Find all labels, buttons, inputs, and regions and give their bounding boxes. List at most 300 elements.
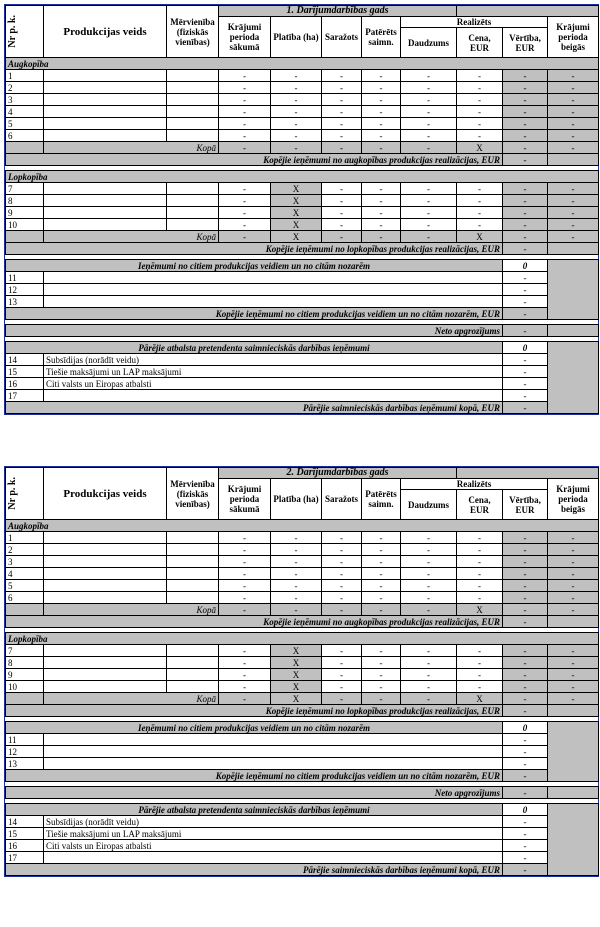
header-krajumi-sak: Krājumi perioda sākumā bbox=[219, 17, 271, 58]
cell-dash: - bbox=[503, 308, 548, 320]
cell-dash: - bbox=[401, 183, 457, 195]
header-realizets: Realizēts bbox=[401, 17, 548, 28]
cell-dash: - bbox=[401, 106, 457, 118]
cell-x: X bbox=[271, 681, 322, 693]
cell-dash: - bbox=[548, 183, 599, 195]
cell-dash: - bbox=[548, 231, 599, 243]
cell-empty[interactable] bbox=[44, 592, 167, 604]
cell-dash: - bbox=[322, 130, 362, 142]
cell-dash: - bbox=[548, 118, 599, 130]
cell-empty[interactable] bbox=[44, 94, 167, 106]
cell-dash: - bbox=[322, 645, 362, 657]
cell-dash: - bbox=[362, 70, 401, 82]
cell-empty[interactable] bbox=[44, 669, 167, 681]
cell-dash: - bbox=[219, 532, 271, 544]
cell-dash: - bbox=[457, 592, 503, 604]
cell-x: X bbox=[457, 142, 503, 154]
header-sarazots: Saražots bbox=[322, 479, 362, 520]
cell-empty[interactable] bbox=[167, 568, 219, 580]
cell-empty bbox=[548, 154, 599, 166]
cell-dash: - bbox=[322, 681, 362, 693]
cell-dash: - bbox=[362, 183, 401, 195]
header-cena: Cena, EUR bbox=[457, 490, 503, 520]
cell-dash: - bbox=[362, 681, 401, 693]
atbalsts-zero: 0 bbox=[503, 804, 548, 816]
cell-empty bbox=[548, 243, 599, 255]
cell-x: X bbox=[457, 693, 503, 705]
cell-dash: - bbox=[457, 219, 503, 231]
cell-dash: - bbox=[457, 556, 503, 568]
citi-row-input[interactable] bbox=[44, 272, 503, 284]
header-realizets: Realizēts bbox=[401, 479, 548, 490]
row-number: 6 bbox=[6, 592, 44, 604]
header-platiba: Platība (ha) bbox=[271, 479, 322, 520]
header-merv: Mērvienība (fiziskās vienības) bbox=[167, 6, 219, 58]
cell-dash: - bbox=[362, 580, 401, 592]
cell-dash: - bbox=[362, 130, 401, 142]
cell-dash: - bbox=[548, 604, 599, 616]
cell-dash: - bbox=[401, 693, 457, 705]
row-number: 14 bbox=[6, 816, 44, 828]
cell-dash: - bbox=[503, 378, 548, 390]
citi-row-input[interactable] bbox=[44, 734, 503, 746]
cell-dash: - bbox=[548, 693, 599, 705]
cell-dash: - bbox=[219, 195, 271, 207]
cell-dash: - bbox=[401, 70, 457, 82]
cell-dash: - bbox=[503, 366, 548, 378]
cell-dash: - bbox=[503, 580, 548, 592]
aug-total-label: Kopējie ieņēmumi no augkopības produkcijas realizācijas, EUR bbox=[6, 616, 503, 628]
other-row-label[interactable]: Citi valsts un Eiropas atbalsti bbox=[44, 840, 503, 852]
cell-empty[interactable] bbox=[167, 645, 219, 657]
cell-dash: - bbox=[219, 645, 271, 657]
lop-total-label: Kopējie ieņēmumi no lopkopības produkcijas realizācijas, EUR bbox=[6, 243, 503, 255]
aug-total-label: Kopējie ieņēmumi no augkopības produkcijas realizācijas, EUR bbox=[6, 154, 503, 166]
cell-dash: - bbox=[503, 207, 548, 219]
cell-empty[interactable] bbox=[44, 195, 167, 207]
cell-dash: - bbox=[271, 544, 322, 556]
header-nr: Nr p. k. bbox=[6, 468, 44, 520]
header-paterets: Patērēts saimn. bbox=[362, 17, 401, 58]
atbalsts-zero: 0 bbox=[503, 342, 548, 354]
cell-dash: - bbox=[219, 693, 271, 705]
cell-dash: - bbox=[457, 82, 503, 94]
cell-dash: - bbox=[401, 580, 457, 592]
cell-empty[interactable] bbox=[167, 195, 219, 207]
header-merv: Mērvienība (fiziskās vienības) bbox=[167, 468, 219, 520]
cell-dash: - bbox=[322, 70, 362, 82]
cell-dash: - bbox=[401, 669, 457, 681]
cell-dash: - bbox=[322, 219, 362, 231]
row-number: 13 bbox=[6, 758, 44, 770]
cell-empty[interactable] bbox=[167, 532, 219, 544]
cell-empty bbox=[548, 616, 599, 628]
row-number: 9 bbox=[6, 207, 44, 219]
cell-empty[interactable] bbox=[44, 645, 167, 657]
parejie-total-label: Pārējie saimnieciskās darbības ieņēmumi kopā, EUR bbox=[6, 402, 503, 414]
header-spacer bbox=[457, 468, 599, 479]
cell-dash: - bbox=[503, 787, 548, 799]
cell-dash: - bbox=[362, 219, 401, 231]
row-number: 9 bbox=[6, 669, 44, 681]
cell-empty[interactable] bbox=[44, 183, 167, 195]
header-sarazots: Saražots bbox=[322, 17, 362, 58]
row-number: 4 bbox=[6, 568, 44, 580]
cell-dash: - bbox=[271, 130, 322, 142]
cell-dash: - bbox=[362, 645, 401, 657]
cell-dash: - bbox=[503, 758, 548, 770]
cell-dash: - bbox=[219, 82, 271, 94]
cell-empty bbox=[548, 325, 599, 337]
cell-empty[interactable] bbox=[167, 681, 219, 693]
cell-dash: - bbox=[219, 142, 271, 154]
cell-empty[interactable] bbox=[167, 82, 219, 94]
kopa-label: Kopā bbox=[44, 604, 219, 616]
cell-empty[interactable] bbox=[167, 94, 219, 106]
cell-dash: - bbox=[401, 130, 457, 142]
cell-dash: - bbox=[503, 828, 548, 840]
cell-dash: - bbox=[503, 130, 548, 142]
cell-dash: - bbox=[503, 243, 548, 255]
cell-dash: - bbox=[362, 604, 401, 616]
cell-dash: - bbox=[548, 681, 599, 693]
cell-dash: - bbox=[362, 142, 401, 154]
row-number: 10 bbox=[6, 219, 44, 231]
section-year-title: 1. Darījumdarbības gads bbox=[219, 6, 457, 17]
cell-dash: - bbox=[401, 82, 457, 94]
header-vertiba: Vērtība, EUR bbox=[503, 490, 548, 520]
cell-dash: - bbox=[362, 82, 401, 94]
cell-x: X bbox=[271, 231, 322, 243]
cell-empty[interactable] bbox=[167, 669, 219, 681]
cell-dash: - bbox=[219, 207, 271, 219]
cell-empty[interactable] bbox=[44, 544, 167, 556]
cell-dash: - bbox=[457, 657, 503, 669]
cell-dash: - bbox=[503, 864, 548, 876]
cell-dash: - bbox=[219, 231, 271, 243]
cell-dash: - bbox=[401, 568, 457, 580]
row-number: 3 bbox=[6, 94, 44, 106]
cell-dash: - bbox=[219, 70, 271, 82]
cell-dash: - bbox=[322, 207, 362, 219]
cell-dash: - bbox=[219, 106, 271, 118]
cell-dash: - bbox=[503, 604, 548, 616]
cell-dash: - bbox=[503, 592, 548, 604]
atbalsts-title: Pārējie atbalsta pretendenta saimnieciskās darbības ieņēmumi bbox=[6, 804, 503, 816]
other-row-label[interactable]: Tiešie maksājumi un LAP maksājumi bbox=[44, 828, 503, 840]
cell-dash: - bbox=[401, 195, 457, 207]
cell-dash: - bbox=[271, 556, 322, 568]
cell-dash: - bbox=[401, 219, 457, 231]
cell-dash: - bbox=[548, 592, 599, 604]
header-krajumi-beig: Krājumi perioda beigās bbox=[548, 479, 599, 520]
cell-dash: - bbox=[322, 94, 362, 106]
cell-dash: - bbox=[401, 207, 457, 219]
cell-dash: - bbox=[401, 556, 457, 568]
cell-dash: - bbox=[322, 693, 362, 705]
cell-empty[interactable] bbox=[167, 580, 219, 592]
cell-dash: - bbox=[362, 207, 401, 219]
row-number: 2 bbox=[6, 544, 44, 556]
cell-dash: - bbox=[322, 604, 362, 616]
cell-empty[interactable] bbox=[167, 657, 219, 669]
cell-dash: - bbox=[362, 669, 401, 681]
kopa-label: Kopā bbox=[44, 231, 219, 243]
cell-dash: - bbox=[548, 556, 599, 568]
cell-empty[interactable] bbox=[44, 580, 167, 592]
section-lopkopiba: Lopkopība bbox=[6, 171, 599, 183]
cell-dash: - bbox=[219, 604, 271, 616]
row-number: 17 bbox=[6, 852, 44, 864]
cell-dash: - bbox=[271, 580, 322, 592]
other-row-label[interactable] bbox=[44, 390, 503, 402]
row-number: 11 bbox=[6, 734, 44, 746]
header-platiba: Platība (ha) bbox=[271, 17, 322, 58]
cell-empty[interactable] bbox=[167, 130, 219, 142]
cell-dash: - bbox=[457, 183, 503, 195]
cell-dash: - bbox=[322, 669, 362, 681]
cell-empty[interactable] bbox=[44, 532, 167, 544]
cell-dash: - bbox=[271, 118, 322, 130]
cell-dash: - bbox=[322, 82, 362, 94]
cell-dash: - bbox=[457, 106, 503, 118]
income-table bbox=[5, 467, 599, 876]
cell-dash: - bbox=[503, 142, 548, 154]
cell-dash: - bbox=[322, 532, 362, 544]
cell-dash: - bbox=[503, 852, 548, 864]
cell-empty[interactable] bbox=[167, 70, 219, 82]
cell-dash: - bbox=[322, 118, 362, 130]
cell-empty[interactable] bbox=[167, 183, 219, 195]
citi-row-input[interactable] bbox=[44, 758, 503, 770]
cell-dash: - bbox=[503, 219, 548, 231]
parejie-total-label: Pārējie saimnieciskās darbības ieņēmumi kopā, EUR bbox=[6, 864, 503, 876]
cell-dash: - bbox=[503, 705, 548, 717]
cell-dash: - bbox=[457, 195, 503, 207]
header-cena: Cena, EUR bbox=[457, 28, 503, 58]
row-number: 16 bbox=[6, 840, 44, 852]
year-2-table-sheet bbox=[4, 466, 599, 877]
citi-row-input[interactable] bbox=[44, 296, 503, 308]
cell-dash: - bbox=[401, 231, 457, 243]
cell-dash: - bbox=[322, 106, 362, 118]
cell-dash: - bbox=[219, 657, 271, 669]
cell-dash: - bbox=[457, 568, 503, 580]
header-krajumi-sak: Krājumi perioda sākumā bbox=[219, 479, 271, 520]
cell-dash: - bbox=[219, 544, 271, 556]
cell-dash: - bbox=[457, 645, 503, 657]
row-number: 12 bbox=[6, 746, 44, 758]
lop-total-label: Kopējie ieņēmumi no lopkopības produkcijas realizācijas, EUR bbox=[6, 705, 503, 717]
other-row-label[interactable]: Subsīdijas (norādīt veidu) bbox=[44, 816, 503, 828]
cell-dash: - bbox=[503, 195, 548, 207]
cell-dash: - bbox=[548, 657, 599, 669]
row-number: 12 bbox=[6, 284, 44, 296]
row-number: 14 bbox=[6, 354, 44, 366]
cell-dash: - bbox=[503, 325, 548, 337]
row-number: 1 bbox=[6, 532, 44, 544]
cell-dash: - bbox=[548, 532, 599, 544]
cell-dash: - bbox=[219, 556, 271, 568]
cell-dash: - bbox=[401, 645, 457, 657]
cell-empty[interactable] bbox=[167, 592, 219, 604]
row-number: 17 bbox=[6, 390, 44, 402]
cell-empty[interactable] bbox=[167, 207, 219, 219]
cell-dash: - bbox=[362, 231, 401, 243]
cell-dash: - bbox=[401, 118, 457, 130]
cell-x: X bbox=[271, 207, 322, 219]
cell-dash: - bbox=[503, 106, 548, 118]
cell-dash: - bbox=[548, 142, 599, 154]
cell-dash: - bbox=[401, 657, 457, 669]
cell-empty[interactable] bbox=[44, 207, 167, 219]
cell-dash: - bbox=[503, 94, 548, 106]
cell-dash: - bbox=[271, 592, 322, 604]
cell-x: X bbox=[271, 693, 322, 705]
cell-dash: - bbox=[401, 532, 457, 544]
cell-dash: - bbox=[271, 106, 322, 118]
section-lopkopiba: Lopkopība bbox=[6, 633, 599, 645]
cell-dash: - bbox=[503, 669, 548, 681]
other-row-label[interactable]: Citi valsts un Eiropas atbalsti bbox=[44, 378, 503, 390]
cell-dash: - bbox=[322, 544, 362, 556]
cell-dash: - bbox=[457, 70, 503, 82]
cell-dash: - bbox=[401, 592, 457, 604]
cell-empty[interactable] bbox=[44, 219, 167, 231]
header-nr: Nr p. k. bbox=[6, 6, 44, 58]
row-number: 7 bbox=[6, 645, 44, 657]
cell-dash: - bbox=[401, 604, 457, 616]
income-table bbox=[5, 5, 599, 414]
cell-dash: - bbox=[219, 592, 271, 604]
row-number: 1 bbox=[6, 70, 44, 82]
cell-dash: - bbox=[548, 195, 599, 207]
cell-dash: - bbox=[219, 219, 271, 231]
cell-dash: - bbox=[322, 556, 362, 568]
kopa-label: Kopā bbox=[44, 142, 219, 154]
cell-empty[interactable] bbox=[44, 70, 167, 82]
row-number: 15 bbox=[6, 828, 44, 840]
cell-dash: - bbox=[503, 556, 548, 568]
cell-dash: - bbox=[457, 130, 503, 142]
cell-dash: - bbox=[322, 231, 362, 243]
cell-dash: - bbox=[503, 390, 548, 402]
cell-dash: - bbox=[503, 284, 548, 296]
cell-x: X bbox=[457, 231, 503, 243]
row-number: 13 bbox=[6, 296, 44, 308]
cell-dash: - bbox=[548, 568, 599, 580]
cell-x: X bbox=[271, 669, 322, 681]
cell-empty[interactable] bbox=[167, 544, 219, 556]
cell-empty[interactable] bbox=[167, 118, 219, 130]
cell-empty[interactable] bbox=[44, 82, 167, 94]
cell-dash: - bbox=[503, 657, 548, 669]
cell-dash: - bbox=[362, 118, 401, 130]
section-augkopiba: Augkopība bbox=[6, 520, 599, 532]
citi-zero: 0 bbox=[503, 722, 548, 734]
cell-empty[interactable] bbox=[44, 118, 167, 130]
cell-empty[interactable] bbox=[44, 106, 167, 118]
cell-dash: - bbox=[271, 142, 322, 154]
cell-empty[interactable] bbox=[44, 130, 167, 142]
cell-empty[interactable] bbox=[167, 106, 219, 118]
row-number: 10 bbox=[6, 681, 44, 693]
cell-dash: - bbox=[401, 94, 457, 106]
cell-dash: - bbox=[322, 657, 362, 669]
citi-total-label: Kopējie ieņēmumi no citiem produkcijas veidiem un no citām nozarēm, EUR bbox=[6, 770, 503, 782]
kopa-label: Kopā bbox=[44, 693, 219, 705]
row-number: 16 bbox=[6, 378, 44, 390]
cell-dash: - bbox=[362, 94, 401, 106]
cell-empty[interactable] bbox=[44, 556, 167, 568]
header-daudzums: Daudzums bbox=[401, 28, 457, 58]
cell-empty[interactable] bbox=[167, 556, 219, 568]
other-row-label[interactable] bbox=[44, 852, 503, 864]
cell-x: X bbox=[271, 657, 322, 669]
header-veids: Produkcijas veids bbox=[44, 468, 167, 520]
cell-dash: - bbox=[322, 592, 362, 604]
citi-row-input[interactable] bbox=[44, 746, 503, 758]
cell-dash: - bbox=[219, 669, 271, 681]
cell-empty[interactable] bbox=[44, 681, 167, 693]
cell-dash: - bbox=[322, 142, 362, 154]
header-paterets: Patērēts saimn. bbox=[362, 479, 401, 520]
cell-dash: - bbox=[503, 816, 548, 828]
cell-dash: - bbox=[362, 556, 401, 568]
citi-row-input[interactable] bbox=[44, 284, 503, 296]
cell-empty bbox=[548, 787, 599, 799]
other-row-label[interactable]: Subsīdijas (norādīt veidu) bbox=[44, 354, 503, 366]
cell-dash: - bbox=[548, 544, 599, 556]
cell-dash: - bbox=[548, 94, 599, 106]
cell-dash: - bbox=[271, 82, 322, 94]
cell-dash: - bbox=[503, 402, 548, 414]
cell-empty[interactable] bbox=[44, 568, 167, 580]
cell-dash: - bbox=[457, 544, 503, 556]
row-number: 3 bbox=[6, 556, 44, 568]
cell-dash: - bbox=[548, 207, 599, 219]
cell-dash: - bbox=[548, 130, 599, 142]
citi-zero: 0 bbox=[503, 260, 548, 272]
cell-dash: - bbox=[271, 604, 322, 616]
cell-dash: - bbox=[503, 272, 548, 284]
header-spacer bbox=[457, 6, 599, 17]
cell-dash: - bbox=[322, 568, 362, 580]
cell-dash: - bbox=[457, 580, 503, 592]
header-daudzums: Daudzums bbox=[401, 490, 457, 520]
cell-dash: - bbox=[362, 544, 401, 556]
cell-empty bbox=[548, 705, 599, 717]
cell-x: X bbox=[271, 195, 322, 207]
cell-dash: - bbox=[457, 669, 503, 681]
cell-dash: - bbox=[503, 645, 548, 657]
other-row-label[interactable]: Tiešie maksājumi un LAP maksājumi bbox=[44, 366, 503, 378]
cell-empty[interactable] bbox=[44, 657, 167, 669]
cell-dash: - bbox=[362, 592, 401, 604]
row-number: 8 bbox=[6, 195, 44, 207]
cell-dash: - bbox=[503, 118, 548, 130]
cell-dash: - bbox=[548, 106, 599, 118]
cell-dash: - bbox=[401, 681, 457, 693]
row-number: 11 bbox=[6, 272, 44, 284]
cell-empty[interactable] bbox=[167, 219, 219, 231]
row-number: 6 bbox=[6, 130, 44, 142]
cell-dash: - bbox=[362, 532, 401, 544]
cell-x: X bbox=[457, 604, 503, 616]
cell-dash: - bbox=[457, 532, 503, 544]
cell-dash: - bbox=[322, 195, 362, 207]
cell-dash: - bbox=[219, 183, 271, 195]
